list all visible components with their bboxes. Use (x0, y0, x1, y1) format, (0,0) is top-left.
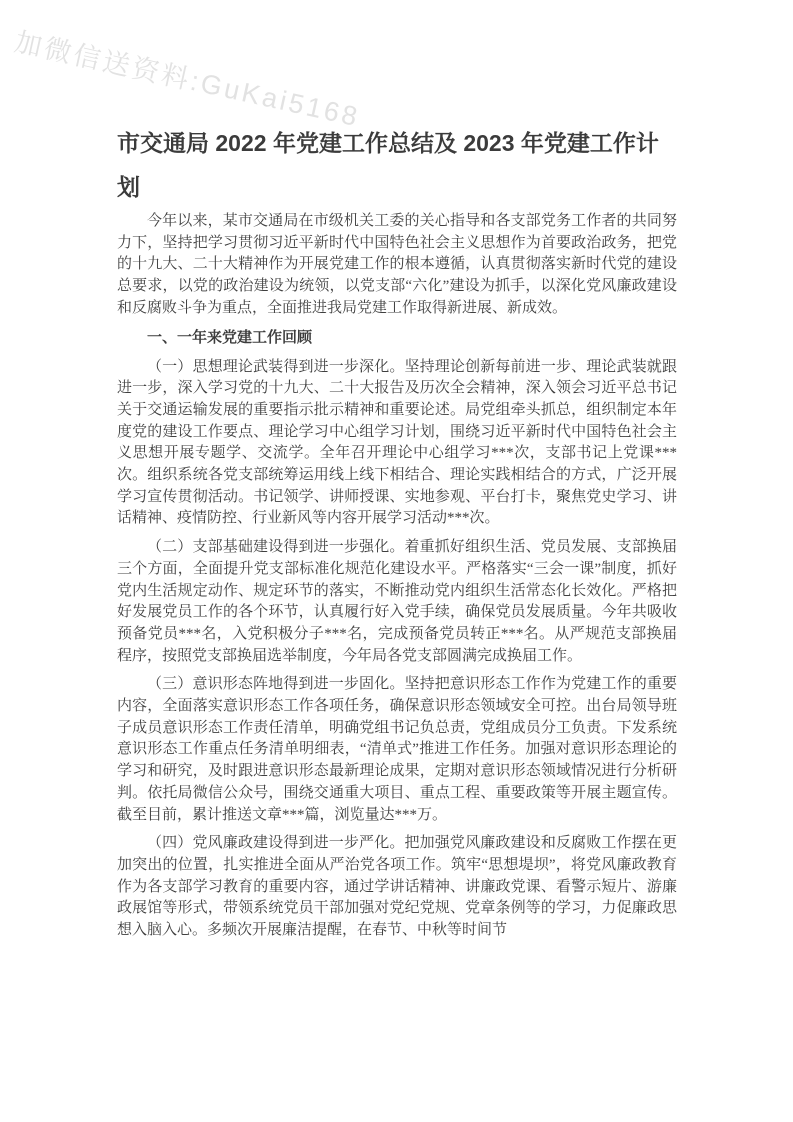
document-content (117, 121, 677, 949)
watermark-text: 加微信送资料:GuKai5168 (11, 26, 363, 133)
paragraph-section-2: （二）支部基础建设得到进一步强化。着重抓好组织生活、党员发展、支部换届三个方面，全面提升党支部标准化规范化建设水平。严格落实“三会一课”制度，抓好党内生活规定动作、规定环节的落实，不断推动党内组织生活常态化长效化。严格把好发展党员工作的各个环节，认真履行好入党手续，确保党员发展质量。今年共吸收预备党员***名，入党积极分子***名，完成预备党员转正***名。从严规范支部换届程序，按照党支部换届选举制度，今年局各党支部圆满完成换届工作。 (117, 539, 677, 664)
paragraph-section-4: （四）党风廉政建设得到进一步严化。把加强党风廉政建设和反腐败工作摆在更加突出的位置，扎实推进全面从严治党各项工作。筑牢“思想堤坝”，将党风廉政教育作为各支部学习教育的重要内容，通过学讲话精神、讲廉政党课、看警示短片、游廉政展馆等形式，带领系统党员干部加强对党纪党规、党章条例等的学习，力促廉政思想入脑入心。多频次开展廉洁提醒，在春节、中秋等时间节 (117, 835, 677, 939)
paragraph-section-3: （三）意识形态阵地得到进一步固化。坚持把意识形态工作作为党建工作的重要内容，全面落实意识形态工作各项任务，确保意识形态领域安全可控。出台局领导班子成员意识形态工作责任清单，明确党组书记负总责，党组成员分工负责。下发系统意识形态工作重点任务清单明细表，“清单式”推进工作任务。加强对意识形态理论的学习和研究，及时跟进意识形态最新理论成果，定期对意识形态领域情况进行分析研判。依托局微信公众号，围绕交通重大项目、重点工程、重要政策等开展主题宣传。截至目前，累计推送文章***篇，浏览量达***万。 (117, 676, 677, 823)
page-title: 市交通局 2022 年党建工作总结及 2023 年党建工作计划 (117, 130, 659, 200)
section-heading-review: 一、一年来党建工作回顾 (147, 328, 313, 346)
intro-paragraph: 今年以来，某市交通局在市级机关工委的关心指导和各支部党务工作者的共同努力下，坚持把学习贯彻习近平新时代中国特色社会主义思想作为首要政治政务，把党的十九大、二十大精神作为开展党建工作的根本遵循，认真贯彻落实新时代党的建设总要求，以党的政治建设为统领，以党支部“六化”建设为抓手，以深化党风廉政建设和反腐败斗争为重点，全面推进我局党建工作取得新进展、新成效。 (117, 213, 677, 316)
paragraph-section-1: （一）思想理论武装得到进一步深化。坚持理论创新每前进一步、理论武装就跟进一步，深入学习党的十九大、二十大报告及历次全会精神，深入领会习近平总书记关于交通运输发展的重要指示批示精神和重要论述。局党组牵头抓总，组织制定本年度党的建设工作要点、理论学习中心组学习计划，围绕习近平新时代中国特色社会主义思想开展专题学、交流学。全年召开理论中心组学习***次，支部书记上党课***次。组织系统各党支部统筹运用线上线下相结合、理论实践相结合的方式，广泛开展学习宣传贯彻活动。书记领学、讲师授课、实地参观、平台打卡，聚焦党史学习、讲话精神、疫情防控、行业新风等内容开展学习活动***次。 (117, 358, 677, 527)
